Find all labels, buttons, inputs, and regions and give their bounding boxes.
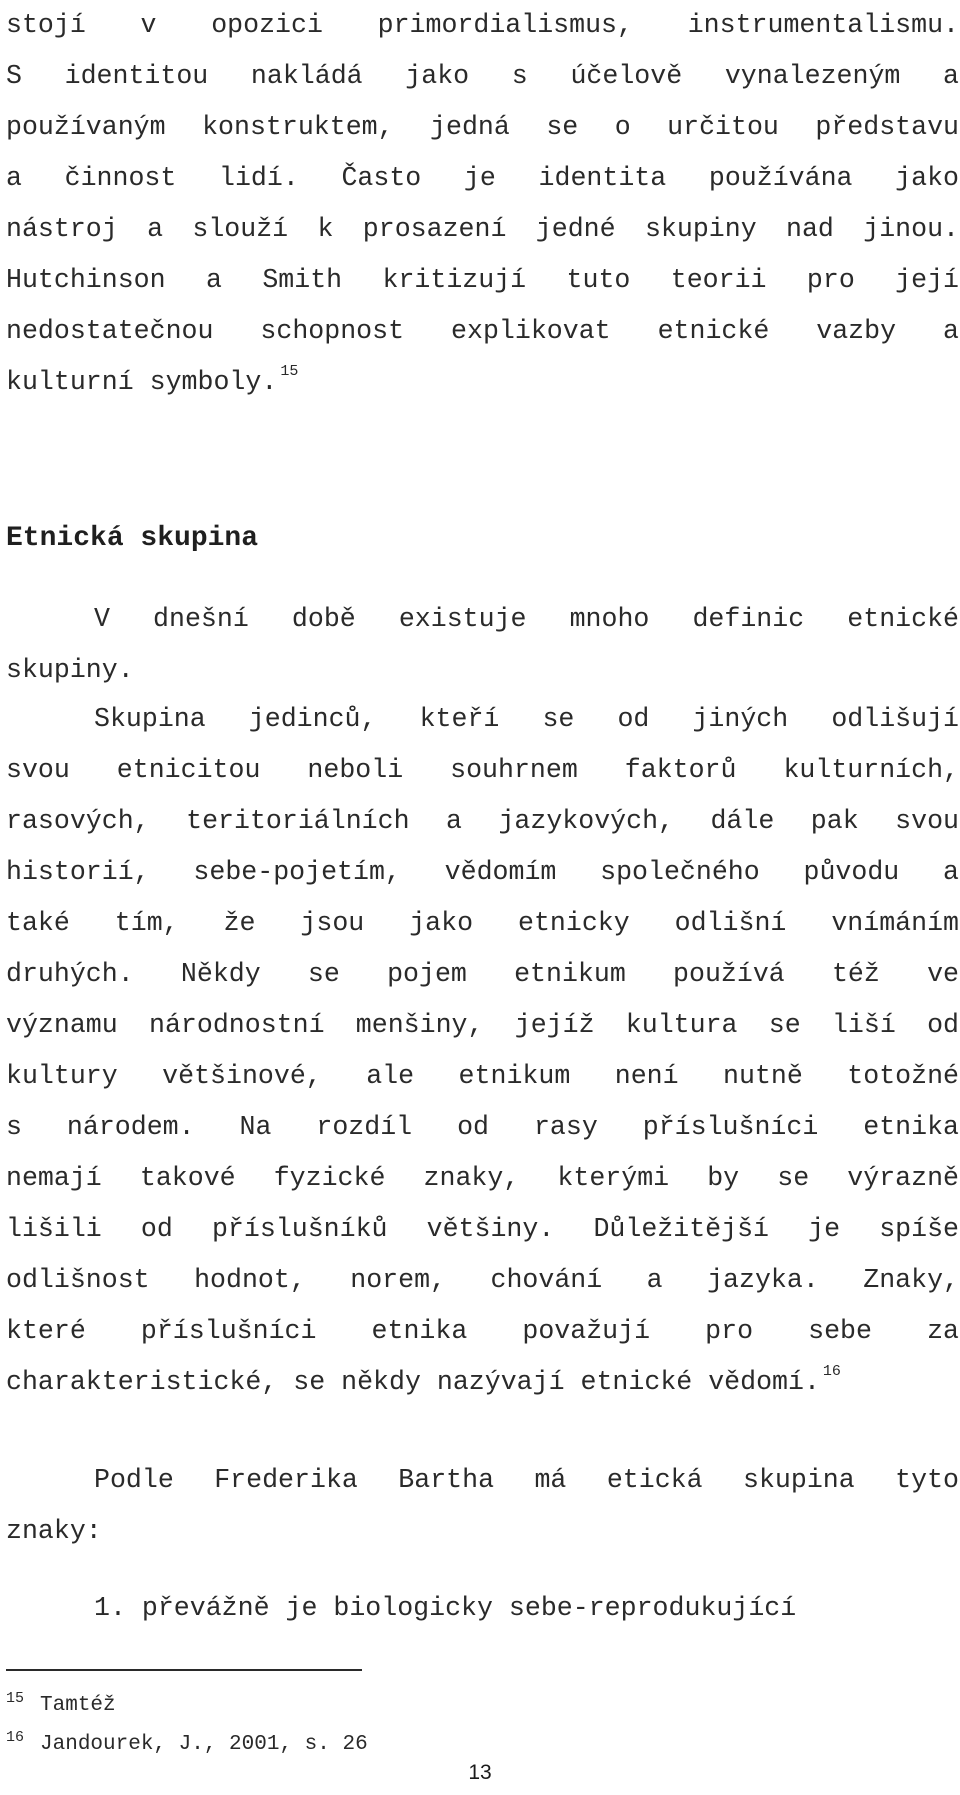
- text-line: kultury většinové, ale etnikum není nutně totožné: [6, 1061, 959, 1091]
- text-line: svou etnicitou neboli souhrnem faktorů kulturních,: [6, 755, 959, 785]
- text-line: [6, 1357, 959, 1408]
- text-line: stojí v opozici primordialismus, instrumentalismu.: [6, 10, 959, 40]
- text-line: odlišnost hodnot, norem, chování a jazyka. Znaky,: [6, 1265, 959, 1295]
- paragraph-definitions: [6, 594, 959, 696]
- text-line-content: kulturní symboly.: [6, 367, 278, 397]
- footnote-text: Jandourek, J., 2001, s. 26: [40, 1733, 368, 1756]
- text-line: V dnešní době existuje mnoho definic etnické: [94, 604, 959, 634]
- text-line: nedostatečnou schopnost explikovat etnické vazby a: [6, 316, 959, 346]
- page-number: 13: [468, 1761, 492, 1784]
- text-line: S identitou nakládá jako s účelově vynalezeným a: [6, 61, 959, 91]
- text-line: Podle Frederika Bartha má etická skupina tyto: [94, 1465, 959, 1495]
- footnote-number: 16: [6, 1729, 25, 1746]
- footnote: [6, 1683, 368, 1722]
- footnote-text: Tamtéž: [40, 1694, 116, 1717]
- text-line-content: charakteristické, se někdy nazývají etnické vědomí.: [6, 1367, 820, 1397]
- text-line: znaky:: [6, 1516, 102, 1546]
- section-heading: Etnická skupina: [6, 523, 259, 554]
- text-line: a činnost lidí. Často je identita používána jako: [6, 163, 959, 193]
- text-line: nástroj a slouží k prosazení jedné skupiny nad jinou.: [6, 214, 959, 244]
- text-line: [6, 357, 959, 408]
- text-line: historií, sebe-pojetím, vědomím společného původu a: [6, 857, 959, 887]
- text-line: rasových, teritoriálních a jazykových, dále pak svou: [6, 806, 959, 836]
- text-line: které příslušníci etnika považují pro sebe za: [6, 1316, 959, 1346]
- footnote-reference: 16: [822, 1363, 841, 1380]
- text-line: používaným konstruktem, jedná se o určitou představu: [6, 112, 959, 142]
- paragraph-barth: [6, 1455, 959, 1557]
- paragraph-ethnic-group: [6, 694, 959, 1408]
- text-line: s národem. Na rozdíl od rasy příslušníci etnika: [6, 1112, 959, 1142]
- text-line: Skupina jedinců, kteří se od jiných odlišují: [94, 704, 959, 734]
- list-item: 1. převážně je biologicky sebe-reprodukující: [94, 1593, 797, 1623]
- text-line: významu národnostní menšiny, jejíž kultura se liší od: [6, 1010, 959, 1040]
- text-line: Hutchinson a Smith kritizují tuto teorii pro její: [6, 265, 959, 295]
- footnote-number: 15: [6, 1690, 25, 1707]
- footnotes: [6, 1683, 368, 1761]
- intro-paragraph: [6, 0, 959, 408]
- footnote: [6, 1722, 368, 1761]
- text-line: také tím, že jsou jako etnicky odlišní vnímáním: [6, 908, 959, 938]
- text-line: skupiny.: [6, 655, 134, 685]
- footnote-reference: 15: [280, 363, 299, 380]
- text-line: lišili od příslušníků většiny. Důležitější je spíše: [6, 1214, 959, 1244]
- text-line: druhých. Někdy se pojem etnikum používá též ve: [6, 959, 959, 989]
- text-line: nemají takové fyzické znaky, kterými by se výrazně: [6, 1163, 959, 1193]
- footnote-separator: [6, 1669, 362, 1671]
